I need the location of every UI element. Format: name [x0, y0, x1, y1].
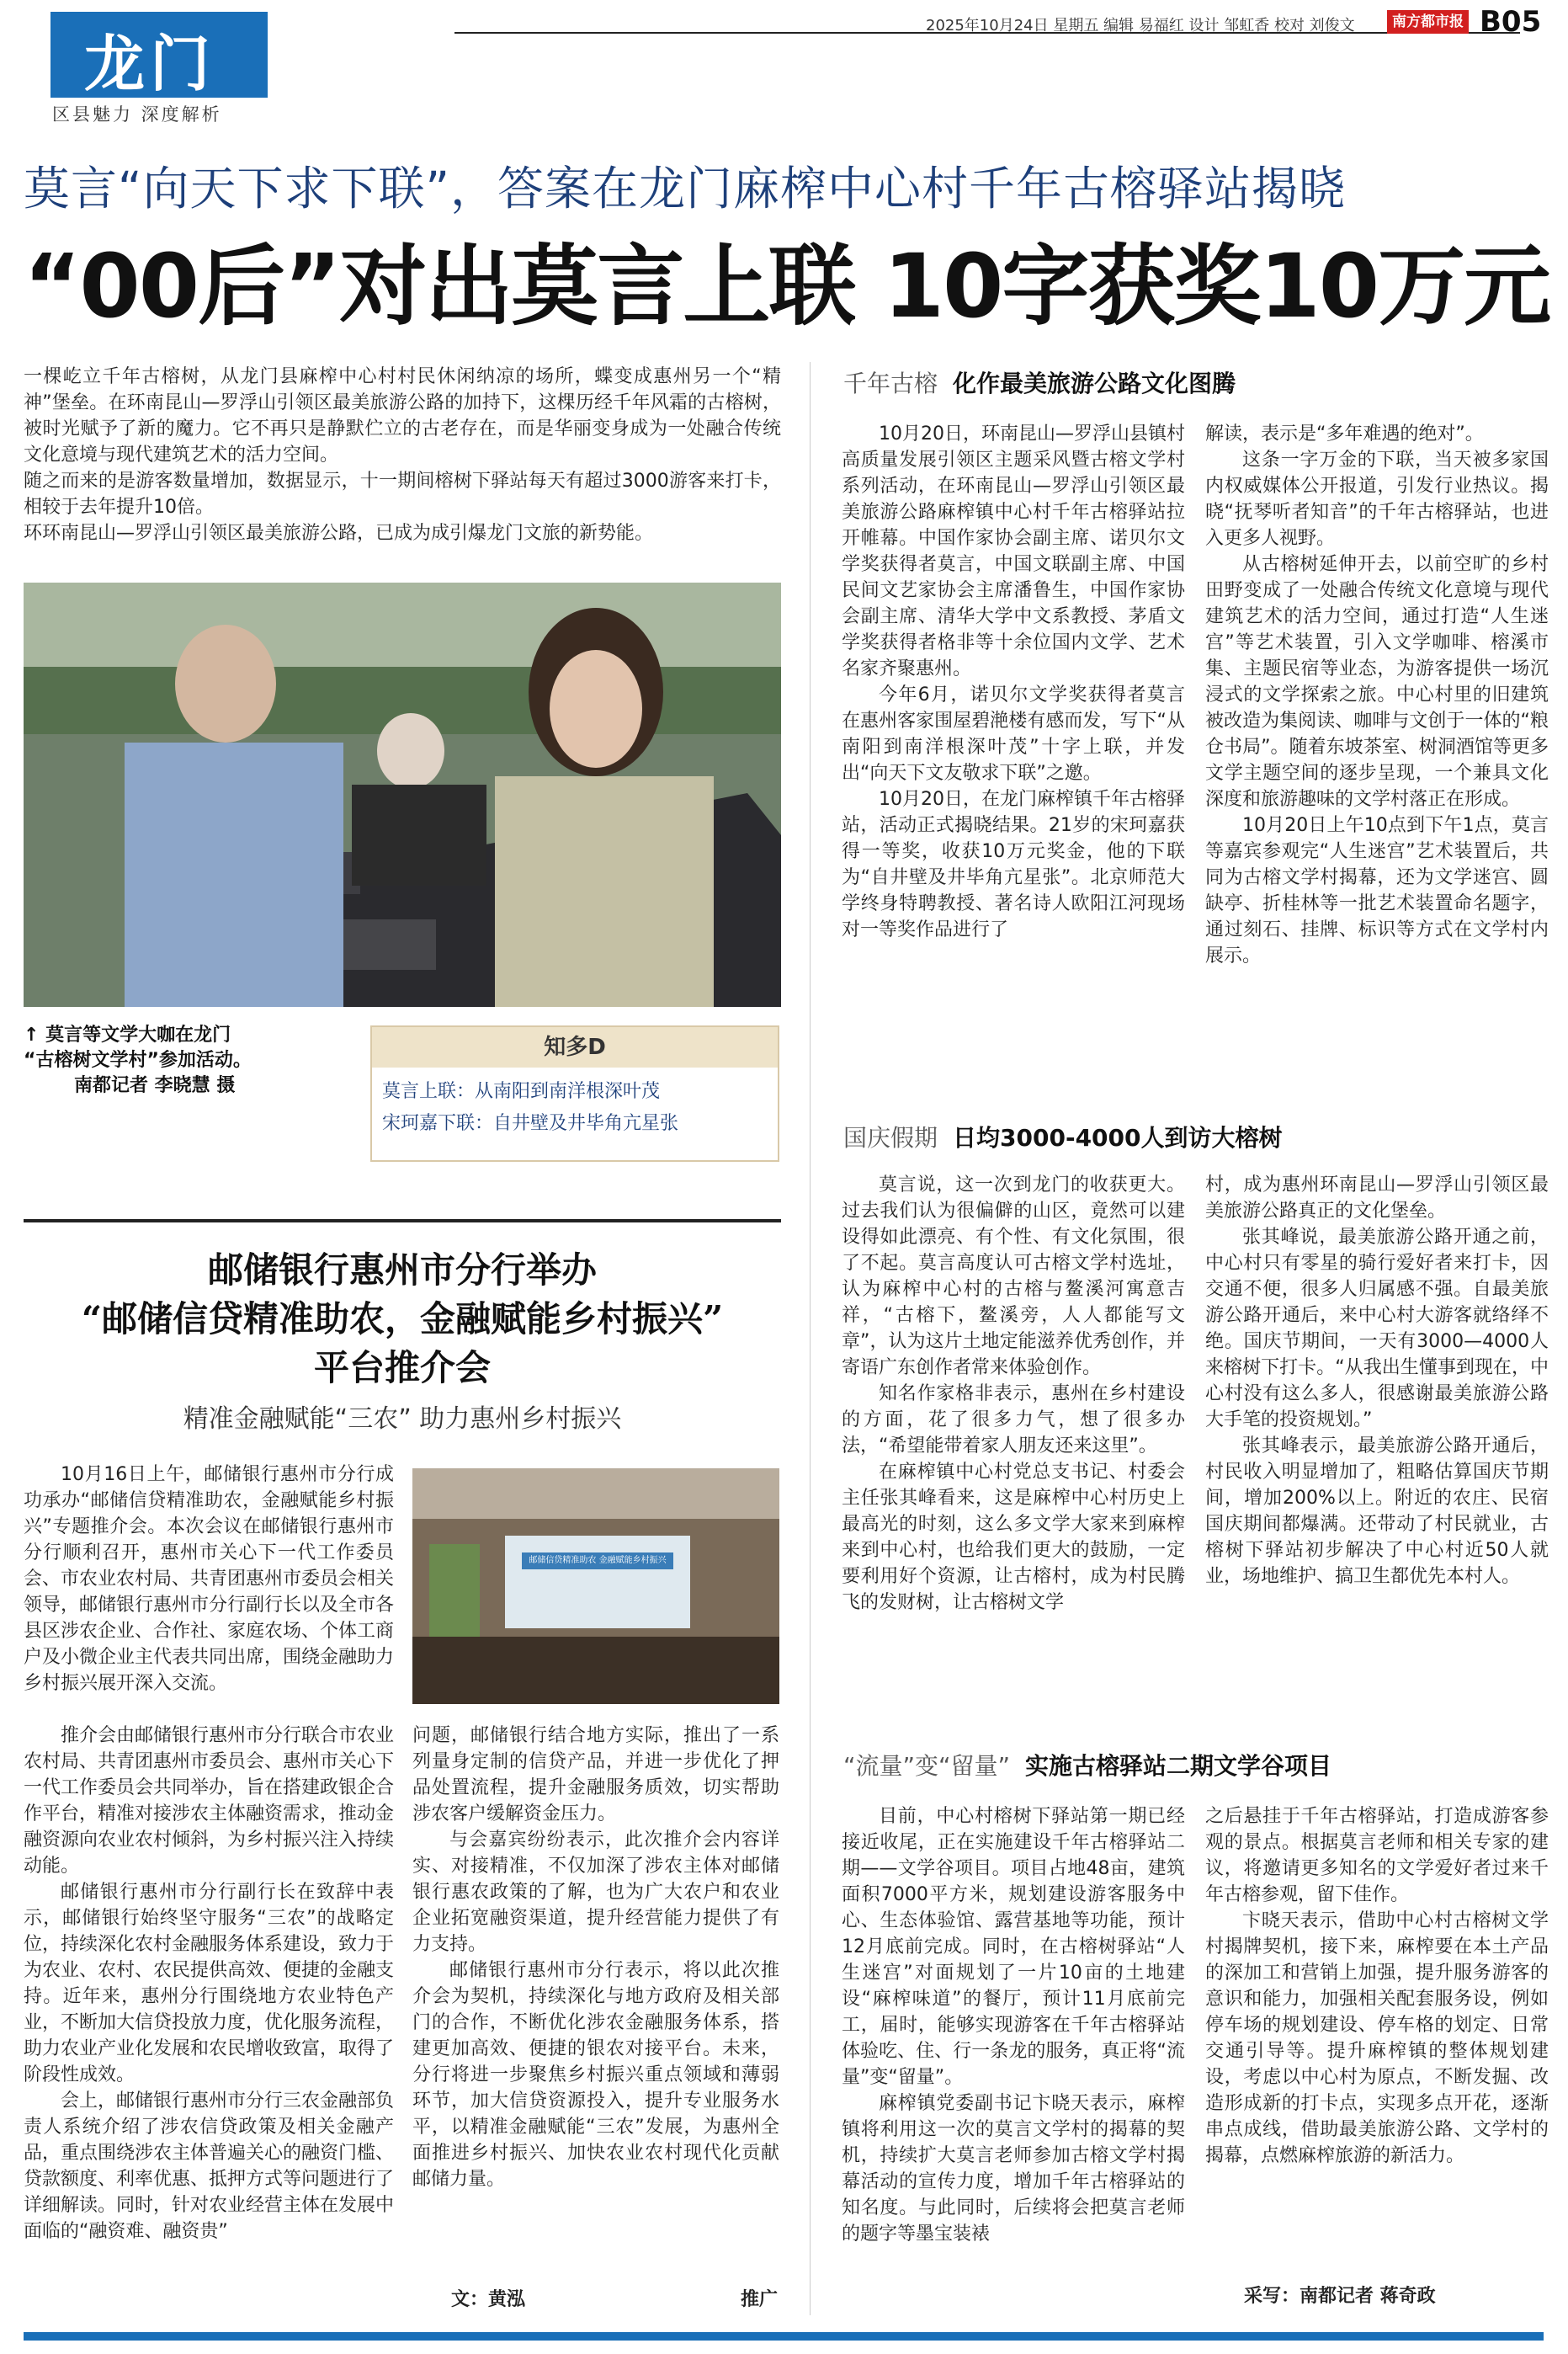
footer-bar — [24, 2332, 1544, 2341]
lead-paragraphs — [24, 364, 781, 546]
ad-mark: 推广 — [741, 2289, 779, 2310]
ad-title-line3: 平台推介会 — [313, 1347, 491, 1388]
ad-col1-bottom — [24, 1723, 394, 2245]
section2-col2 — [1205, 1172, 1549, 1590]
ad-title-line2: “邮储信贷精准助农，金融赋能乡村振兴” — [81, 1298, 724, 1339]
paragraph: 张其峰说，最美旅游公路开通之前，中心村只有零星的骑行爱好者来打卡，因交通不便，很多人归属感不强。自最美旅游公路开通后，来中心村大游客就络绎不绝。国庆节期间，一天有3000—4000人来榕树下打卡。“从我出生懂事到现在，中心村没有这么多人，很感谢最美旅游公路大手笔的投资规划。” — [1205, 1227, 1549, 1430]
section1-heading — [843, 365, 1236, 399]
ad-divider — [24, 1219, 781, 1222]
paragraph: 今年6月，诺贝尔文学奖获得者莫言在惠州客家围屋碧滟楼有感而发，写下“从南阳到南洋根深叶茂”十字上联，并发出“向天下文友敬求下联”之邀。 — [842, 684, 1185, 784]
info-box-title: 知多D — [372, 1027, 778, 1068]
ad-screen-text: 邮储信贷精准助农 金融赋能乡村振兴 — [529, 1556, 667, 1565]
paragraph: 邮储银行惠州市分行副行长在致辞中表示，邮储银行始终坚守服务“三农”的战略定位，持续深化农村金融服务体系建设，致力于为农业、农村、农民提供高效、便捷的金融支持。近年来，惠州分行围绕地方农业特色产业，不断加大信贷投放力度，优化服务流程，助力农业产业化发展和农民增收致富，取得了阶段性成效。 — [24, 1882, 395, 2085]
section1-col1 — [842, 421, 1185, 943]
page-info: 2025年10月24日 星期五 编辑 易福红 设计 邹虹香 校对 刘俊文 — [926, 17, 1355, 35]
paragraph: 麻榨镇党委副书记卞晓天表示，麻榨镇将利用这一次的莫言文学村的揭幕的契机，持续扩大莫言老师参加古榕文学村揭幕活动的宣传力度，增加千年古榕驿站的知名度。与此同时，后续将会把莫言老师的题字等墨宝装裱 — [842, 2093, 1185, 2245]
paragraph: 卞晓天表示，借助中心村古榕树文学村揭牌契机，接下来，麻榨要在本土产品的深加工和营销上加强，提升服务游客的意识和能力，加强相关配套服务设，例如停车场的规划建设、停车格的划定、日常交通引导等。提升麻榨镇的整体规划建设，考虑以中心村为原点，不断发掘、改造形成新的打卡点，实现多点开花，逐渐串点成线，借助最美旅游公路、文学村的揭幕，点燃麻榨旅游的新活力。 — [1205, 1910, 1549, 2166]
paragraph: 从古榕树延伸开去，以前空旷的乡村田野变成了一处融合传统文化意境与现代建筑艺术的活力空间，通过打造“人生迷宫”等艺术装置，引入文学咖啡、榕溪市集、主题民宿等业态，为游客提供一场沉浸式的文学探索之旅。中心村里的旧建筑被改造为集阅读、咖啡与文创于一体的“粮仓书局”。随着东坡茶室、树洞酒馆等更多文学主题空间的逐步呈现，一个兼具文化深度和旅游趣味的文学村落正在形成。 — [1205, 554, 1549, 810]
column-divider — [810, 362, 811, 2315]
photo-caption-line1: ↑ 莫言等文学大咖在龙门 — [24, 1025, 231, 1046]
page-number: B05 — [1480, 5, 1542, 39]
paragraph: 10月16日上午，邮储银行惠州市分行成功承办“邮储信贷精准助农，金融赋能乡村振兴”专题推介会。本次会议在邮储银行惠州市分行顺利召开，惠州市关心下一代工作委员会、市农业农村局、共青团惠州市委员会相关领导，邮储银行惠州市分行副行长以及全市各县区涉农企业、合作社、家庭农场、个体工商户及小微企业主代表共同出席，围绕金融助力乡村振兴展开深入交流。 — [24, 1464, 395, 1694]
upper-couplet: 莫言上联：从南阳到南洋根深叶茂 — [382, 1081, 661, 1102]
section1-tag: 千年古榕 — [843, 370, 938, 397]
photo-caption — [24, 1023, 327, 1099]
section3-heading — [843, 1748, 1331, 1781]
paragraph: 与会嘉宾纷纷表示，此次推介会内容详实、对接精准，不仅加深了涉农主体对邮储银行惠农政策的了解，也为广大农户和农业企业拓宽融资渠道，提升经营能力提供了有力支持。 — [412, 1829, 779, 1955]
paragraph: 邮储银行惠州市分行表示，将以此次推介会为契机，持续深化与地方政府及相关部门的合作，不断优化涉农金融服务体系，搭建更加高效、便捷的银农对接平台。未来，分行将进一步聚焦乡村振兴重点领域和薄弱环节，加大信贷资源投入，提升专业服务水平，以精准金融赋能“三农”发展，为惠州全面推进乡村振兴、加快农业农村现代化贡献邮储力量。 — [412, 1960, 779, 2190]
paragraph: 这条一字万金的下联，当天被多家国内权威媒体公开报道，引发行业热议。揭晓“抚琴听者知音”的千年古榕驿站，也进入更多人视野。 — [1205, 450, 1549, 549]
section3-title: 实施古榕驿站二期文学谷项目 — [1025, 1752, 1332, 1780]
section2-heading — [843, 1120, 1283, 1153]
ad-subtitle: 精准金融赋能“三农” 助力惠州乡村振兴 — [183, 1404, 622, 1434]
ad-photo — [412, 1468, 779, 1704]
section-name: 龙门 — [84, 28, 216, 99]
paragraph: 问题，邮储银行结合地方实际，推出了一系列量身定制的信贷产品，并进一步优化了押品处置流程，提升金融服务质效，切实帮助涉农客户缓解资金压力。 — [412, 1725, 779, 1824]
paragraph: 会上，邮储银行惠州市分行三农金融部负责人系统介绍了涉农信贷政策及相关金融产品，重点围绕涉农主体普遍关心的融资门槛、贷款额度、利率优惠、抵押方式等问题进行了详细解读。同时，针对农业经营主体在发展中面临的“融资难、融资贵” — [24, 2090, 395, 2242]
section-subtitle: 区县魅力 深度解析 — [52, 104, 222, 125]
photo-caption-line2: “古榕树文学村”参加活动。 — [24, 1050, 252, 1071]
paragraph: 之后悬挂于千年古榕驿站，打造成游客参观的景点。根据莫言老师和相关专家的建议，将邀请更多知名的文学爱好者过来千年古榕参观，留下佳作。 — [1205, 1806, 1549, 1905]
section2-title: 日均3000-4000人到访大榕树 — [953, 1124, 1283, 1152]
section1-title: 化作最美旅游公路文化图腾 — [953, 370, 1236, 397]
section1-col2 — [1205, 421, 1549, 969]
section2-col1 — [842, 1172, 1185, 1616]
headline-main: “00后”对出莫言上联 10字获奖10万元 — [24, 235, 1550, 338]
section3-col1 — [842, 1803, 1185, 2247]
ad-col1-top — [24, 1462, 394, 1696]
lead-p2: 随之而来的是游客数量增加，数据显示，十一期间榕树下驿站每天有超过3000游客来打卡，相较于去年提升10倍。 — [24, 471, 781, 518]
photo-credit: 南都记者 李晓慧 摄 — [74, 1075, 236, 1096]
section2-tag: 国庆假期 — [843, 1124, 938, 1152]
paragraph: 莫言说，这一次到龙门的收获更大。过去我们认为很偏僻的山区，竟然可以建设得如此漂亮、有个性、有文化氛围，很了不起。莫言高度认可古榕文学村选址，认为麻榨中心村的古榕与鳌溪河寓意吉祥，“古榕下，鳌溪旁，人人都能写文章”，认为这片土地定能滋养优秀创作，并寄语广东创作者常来体验创作。 — [842, 1174, 1185, 1378]
section3-col2 — [1205, 1803, 1549, 2169]
paragraph: 10月20日，在龙门麻榨镇千年古榕驿站，活动正式揭晓结果。21岁的宋珂嘉获得一等奖，收获10万元奖金，他的下联为“自井壁及井毕角亢星张”。北京师范大学终身特聘教授、著名诗人欧阳江河现场对一等奖作品进行了 — [842, 789, 1185, 940]
paragraph: 村，成为惠州环南昆山—罗浮山引领区最美旅游公路真正的文化堡垒。 — [1205, 1174, 1549, 1222]
ad-author: 文：黄泓 — [451, 2289, 526, 2310]
ad-col2 — [412, 1723, 779, 2192]
event-photo — [24, 583, 781, 1007]
section3-tag: “流量”变“留量” — [843, 1752, 1011, 1780]
paragraph: 在麻榨镇中心村党总支书记、村委会主任张其峰看来，这是麻榨中心村历史上最高光的时刻，这么多文学大家来到麻榨来到中心村，也给我们更大的鼓励，一定要利用好个资源，让古榕村，成为村民腾飞的发财树，让古榕树文学 — [842, 1462, 1185, 1613]
paragraph: 目前，中心村榕树下驿站第一期已经接近收尾，正在实施建设千年古榕驿站二期——文学谷项目。项目占地48亩，建筑面积7000平方米，规划建设游客服务中心、生态体验馆、露营基地等功能，预计12月底前完成。同时，在古榕树驿站“人生迷宫”对面规划了一片10亩的土地建设“麻榨味道”的餐厅，预计11月底前完工，届时，能够实现游客在千年古榕驿站体验吃、住、行一条龙的服务，真正将“流量”变“留量”。 — [842, 1806, 1185, 2088]
paragraph: 推介会由邮储银行惠州市分行联合市农业农村局、共青团惠州市委员会、惠州市关心下一代工作委员会共同举办，旨在搭建政银企合作平台，精准对接涉农主体融资需求，推动金融资源向农业农村倾斜，为乡村振兴注入持续动能。 — [24, 1725, 395, 1877]
event-photo-illustration — [24, 583, 781, 1007]
paragraph: 张其峰表示，最美旅游公路开通后，村民收入明显增加了，粗略估算国庆节期间，增加200%以上。附近的农庄、民宿国庆期间都爆满。还带动了村民就业，古榕树下驿站初步解决了中心村近50人就业，场地维护、搞卫生都优先本村人。 — [1205, 1435, 1549, 1587]
lower-couplet: 宋珂嘉下联：自井壁及井毕角亢星张 — [382, 1113, 679, 1134]
ad-title-line1: 邮储银行惠州市分行举办 — [207, 1249, 597, 1291]
paragraph: 知名作家格非表示，惠州在乡村建设的方面，花了很多力气，想了很多办法，“希望能带着家人朋友还来这里”。 — [842, 1383, 1185, 1457]
section3-credit: 采写：南都记者 蒋奇政 — [1244, 2286, 1436, 2307]
paragraph: 10月20日，环南昆山—罗浮山县镇村高质量发展引领区主题采风暨古榕文学村系列活动，在环南昆山—罗浮山引领区最美旅游公路麻榨镇中心村千年古榕驿站拉开帷幕。中国作家协会副主席、诺贝尔文学奖获得者莫言，中国文联副主席、中国民间文艺家协会主席潘鲁生，中国作家协会副主席、清华大学中文系教授、茅盾文学奖获得者格非等十余位国内文学、艺术名家齐聚惠州。 — [842, 423, 1185, 679]
paragraph: 10月20日上午10点到下午1点，莫言等嘉宾参观完“人生迷宫”艺术装置后，共同为古榕文学村揭幕，还为文学迷宫、圆缺亭、折桂林等一批艺术装置命名题字，通过刻石、挂牌、标识等方式在文学村内展示。 — [1205, 815, 1549, 967]
lead-p1: 一棵屹立千年古榕树，从龙门县麻榨中心村村民休闲纳凉的场所，蝶变成惠州另一个“精神”堡垒。在环南昆山—罗浮山引领区最美旅游公路的加持下，这棵历经千年风霜的古榕树，被时光赋予了新的魔力。它不再只是静默伫立的古老存在，而是华丽变身成为一处融合传统文化意境与现代建筑艺术的活力空间。 — [24, 366, 781, 466]
paragraph: 解读，表示是“多年难遇的绝对”。 — [1205, 423, 1484, 445]
info-box — [370, 1025, 779, 1162]
ad-photo-illustration — [412, 1468, 779, 1704]
newspaper-logo: 南方都市报 — [1387, 10, 1469, 34]
lead-p3: 环环南昆山—罗浮山引领区最美旅游公路，已成为成引爆龙门文旅的新势能。 — [24, 523, 654, 544]
headline-upper: 莫言“向天下求下联”，答案在龙门麻榨中心村千年古榕驿站揭晓 — [24, 162, 1346, 216]
ad-title-block — [24, 1246, 781, 1435]
